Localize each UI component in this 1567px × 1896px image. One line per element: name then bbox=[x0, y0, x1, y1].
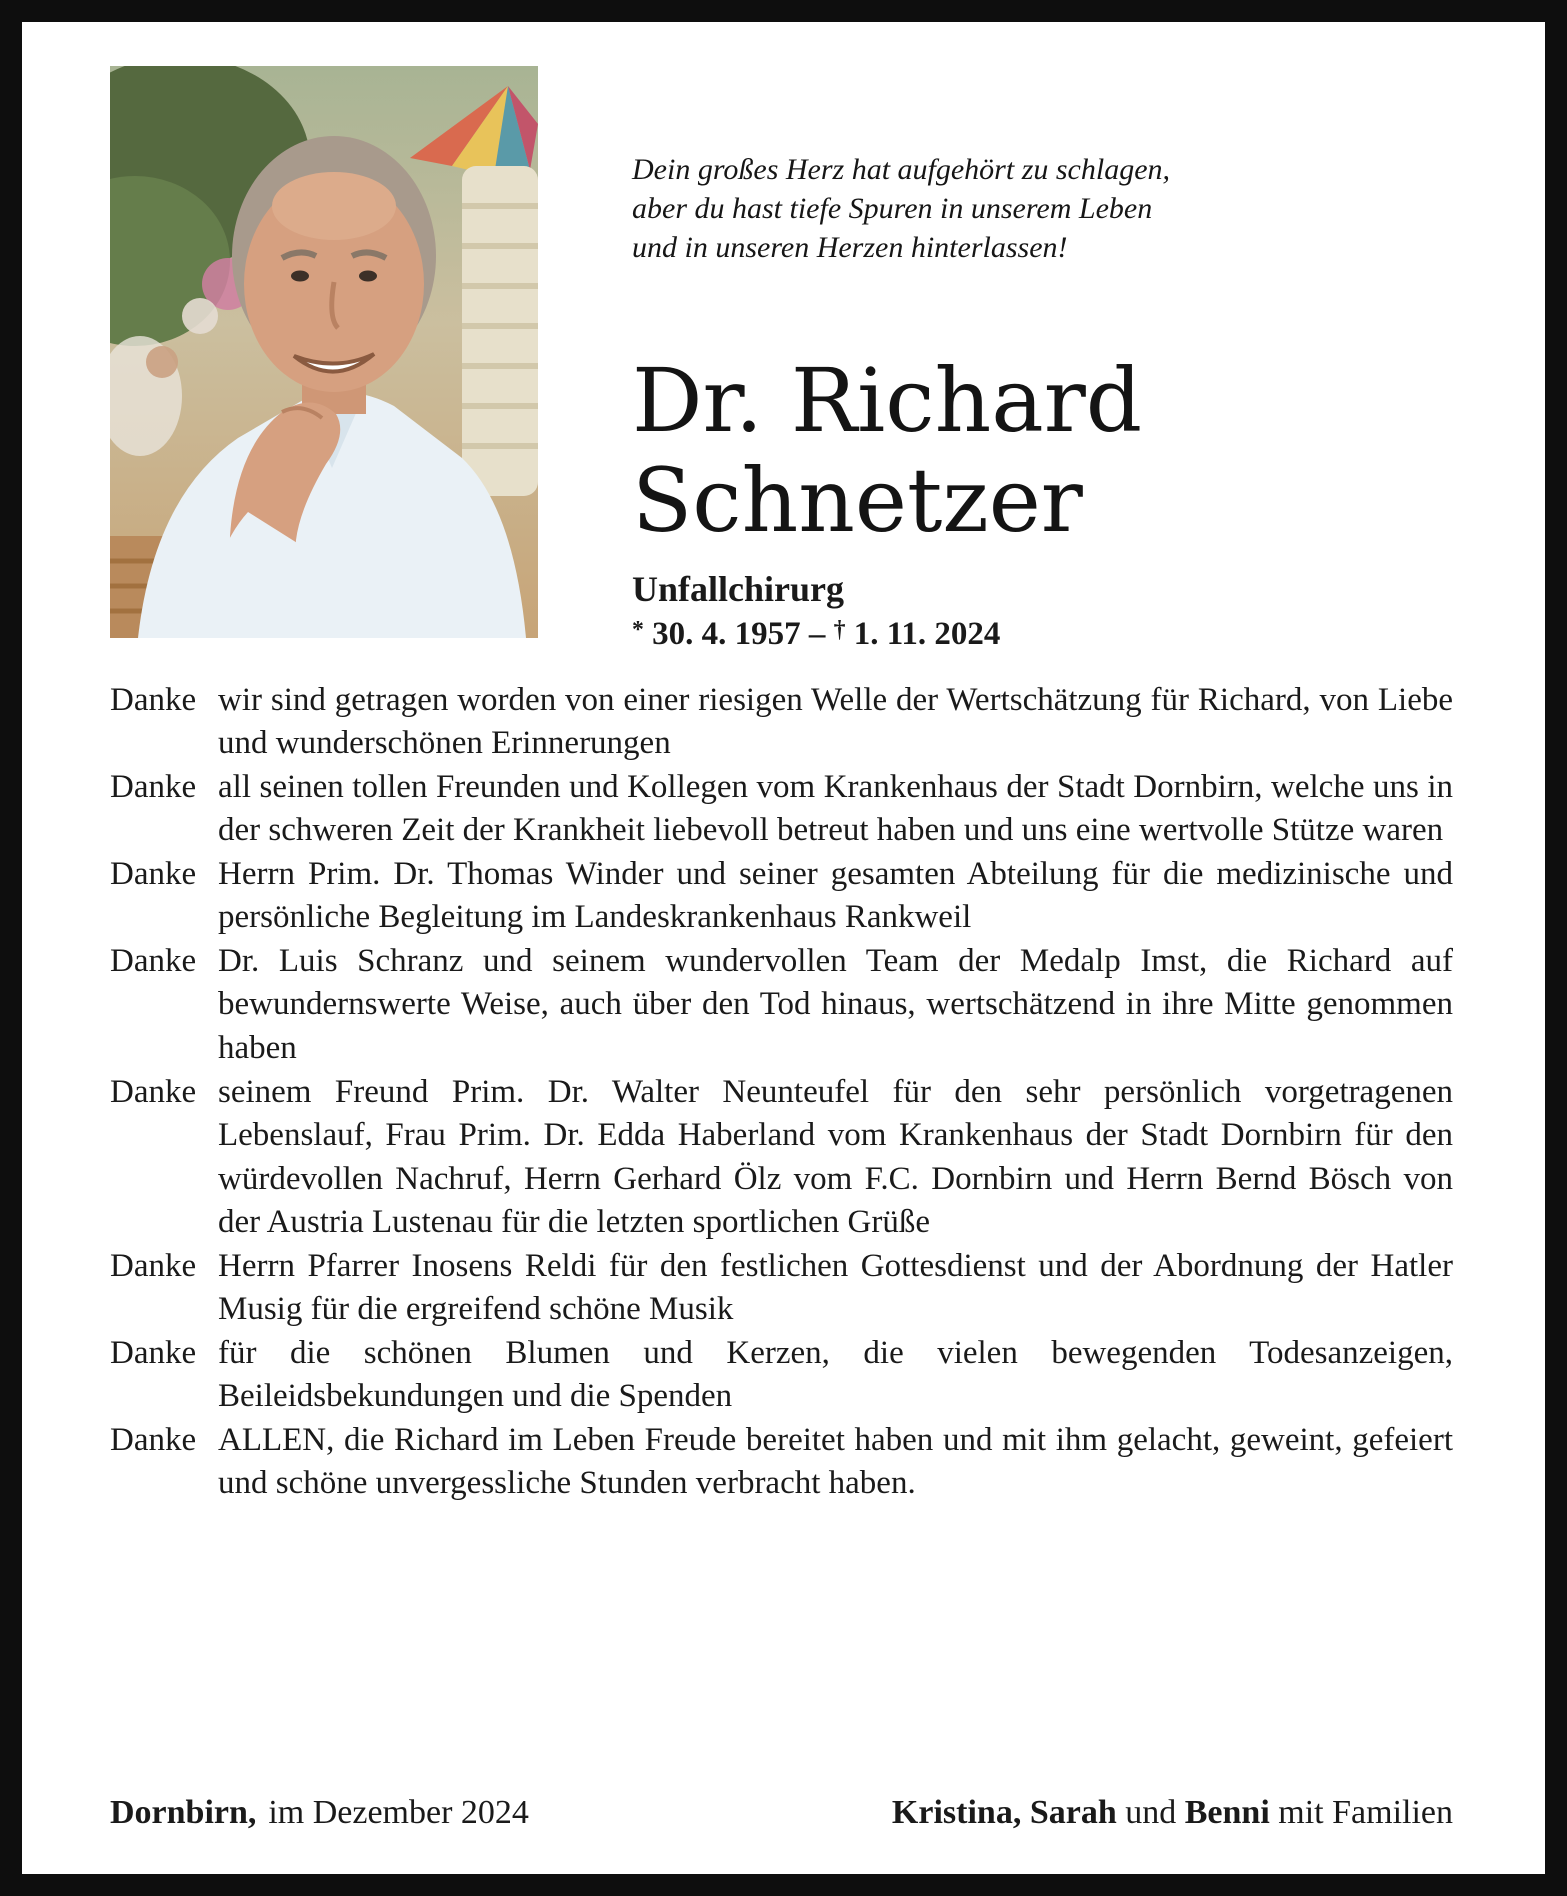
footer-place-date bbox=[110, 1794, 529, 1832]
thanks-item-label: Danke bbox=[110, 1073, 197, 1110]
thanks-item-text: ALLEN, die Richard im Leben Freude bereitet haben und mit ihm gelacht, geweint, gefeiert und schöne unvergessliche Stunden verbracht haben. bbox=[218, 1421, 1453, 1502]
thanks-item bbox=[110, 1332, 1453, 1419]
thanks-item bbox=[110, 940, 1453, 1071]
epitaph-line: und in unseren Herzen hinterlassen! bbox=[632, 231, 1068, 264]
thanks-item-label: Danke bbox=[110, 1247, 197, 1284]
portrait-photo-illustration bbox=[110, 66, 538, 638]
thanks-list bbox=[110, 679, 1453, 1506]
thanks-item bbox=[110, 1419, 1453, 1506]
family-connector-text: mit Familien bbox=[1269, 1794, 1453, 1831]
thanks-item-text: seinem Freund Prim. Dr. Walter Neunteufel für den sehr persönlich vorgetragenen Lebenslauf, Frau Prim. Dr. Edda Haberland vom Krankenhaus der Stadt Dornbirn für den würdevollen Nachruf, Herrn Gerhard Ölz vom F.C. Dornbirn und Herrn Bernd Bösch von der Austria Lustenau für die letzten sportlichen Grüße bbox=[218, 1073, 1453, 1241]
thanks-item-label: Danke bbox=[110, 681, 197, 718]
thanks-item-label: Danke bbox=[110, 942, 197, 979]
deceased-name-line1: Dr. Richard bbox=[632, 349, 1143, 452]
family-member-name: Benni bbox=[1184, 1794, 1270, 1831]
hero-text-column bbox=[632, 66, 1453, 653]
deceased-name bbox=[632, 351, 1453, 552]
thanks-item-text: für die schönen Blumen und Kerzen, die vielen bewegenden Todesanzeigen, Beileidsbekundungen und die Spenden bbox=[218, 1334, 1453, 1415]
thanks-item-text: wir sind getragen worden von einer riesigen Welle der Wertschätzung für Richard, von Liebe und wunderschönen Erinnerungen bbox=[218, 681, 1453, 762]
thanks-item bbox=[110, 679, 1453, 766]
birth-symbol: * bbox=[632, 616, 644, 643]
epitaph bbox=[632, 66, 1453, 267]
hero-section bbox=[22, 22, 1545, 653]
deceased-name-line2: Schnetzer bbox=[632, 449, 1083, 553]
thanks-item-label: Danke bbox=[110, 1334, 197, 1371]
thanks-item-text: Herrn Prim. Dr. Thomas Winder und seiner gesamten Abteilung für die medizinische und persönliche Begleitung im Landeskrankenhaus Rankweil bbox=[218, 855, 1453, 936]
family-connector-text: und bbox=[1116, 1794, 1185, 1831]
thanks-item-label: Danke bbox=[110, 855, 197, 892]
birth-date: 30. 4. 1957 bbox=[652, 615, 801, 652]
vital-dates bbox=[632, 616, 1453, 653]
thanks-item-text: all seinen tollen Freunden und Kollegen vom Krankenhaus der Stadt Dornbirn, welche uns in der schweren Zeit der Krankheit liebevoll betreut haben und uns eine wertvolle Stütze waren bbox=[218, 768, 1453, 849]
thanks-item-text: Dr. Luis Schranz und seinem wundervollen Team der Medalp Imst, die Richard auf bewundernswerte Weise, auch über den Tod hinaus, wertschätzend in ihre Mitte genommen haben bbox=[218, 942, 1453, 1066]
thanks-item bbox=[110, 766, 1453, 853]
death-symbol: † bbox=[833, 616, 846, 643]
family-member-name: Kristina, Sarah bbox=[891, 1794, 1117, 1831]
footer-family bbox=[892, 1794, 1453, 1832]
obituary-page bbox=[22, 22, 1545, 1874]
thanks-item-label: Danke bbox=[110, 768, 197, 805]
footer bbox=[110, 1794, 1453, 1832]
profession: Unfallchirurg bbox=[632, 568, 844, 609]
death-date: 1. 11. 2024 bbox=[853, 615, 1001, 652]
dates-separator: – bbox=[808, 615, 826, 652]
thanks-item-text: Herrn Pfarrer Inosens Reldi für den festlichen Gottesdienst und der Abordnung der Hatler Musig für die ergreifend schöne Musik bbox=[218, 1247, 1453, 1328]
footer-place: Dornbirn, bbox=[110, 1794, 257, 1831]
thanks-item bbox=[110, 1245, 1453, 1332]
epitaph-line: Dein großes Herz hat aufgehört zu schlagen, bbox=[632, 153, 1171, 186]
footer-date: im Dezember 2024 bbox=[268, 1794, 529, 1831]
thanks-item bbox=[110, 1071, 1453, 1245]
epitaph-line: aber du hast tiefe Spuren in unserem Leben bbox=[632, 192, 1153, 225]
thanks-item-label: Danke bbox=[110, 1421, 197, 1458]
thanks-item bbox=[110, 853, 1453, 940]
portrait-photo bbox=[110, 66, 538, 638]
